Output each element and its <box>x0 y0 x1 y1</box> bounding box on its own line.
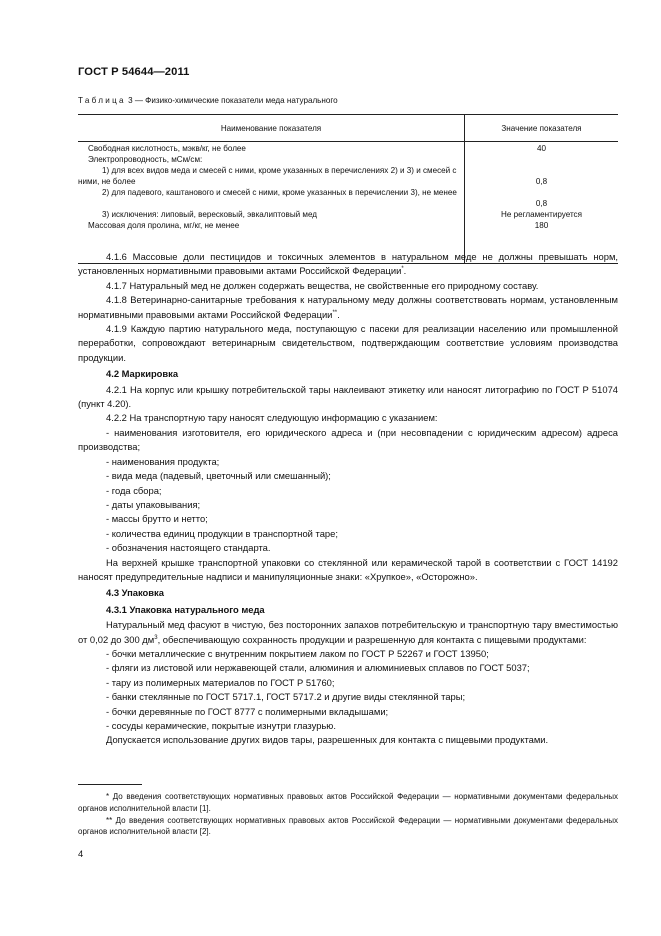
section-heading-4-3-1: 4.3.1 Упаковка натурального меда <box>106 603 265 615</box>
footnote: * До введения соответствующих нормативных правовых актов Российской Федерации — нормативными документами федеральных органов исполнительной власти [1]. <box>78 792 618 813</box>
table-row-value: 40 <box>536 144 546 153</box>
list-item: - года сбора; <box>106 484 162 496</box>
table-caption-title: 3 — Физико-химические показатели меда натурального <box>128 96 338 105</box>
footnotes <box>78 791 618 838</box>
list-item: - массы брутто и нетто; <box>106 513 208 525</box>
list-item: - обозначения настоящего стандарта. <box>106 542 271 554</box>
column-header-value: Значение показателя <box>501 124 582 133</box>
properties-table <box>78 114 618 264</box>
paragraph-4-1-7: 4.1.7 Натуральный мед не должен содержать вещества, не свойственные его природному составу. <box>106 279 539 291</box>
table-row-name: Массовая доля пролина, мг/кг, не менее <box>88 221 240 230</box>
table-caption-word: Таблица <box>78 96 126 105</box>
list-item: - бочки металлические с внутренним покрытием лаком по ГОСТ Р 52267 и ГОСТ 13950; <box>106 647 489 659</box>
section-heading-4-3: 4.3 Упаковка <box>106 587 164 599</box>
list-item: - количества единиц продукции в транспортной таре; <box>106 527 338 539</box>
table-row-value: Не регламентируется <box>500 210 582 219</box>
list-item: - наименования изготовителя, его юридического адреса и (при несовпадении с юридическим адресом) адреса производства; <box>78 426 618 453</box>
document-code: ГОСТ Р 54644—2011 <box>78 66 190 78</box>
column-header-name: Наименование показателя <box>220 124 322 133</box>
paragraph-4-1-9: 4.1.9 Каждую партию натурального меда, поступающую с пасеки для реализации населению или промышленной переработки, сопровождают ветеринарным свидетельством, подтверждающим соответствие условиям производства продукции. <box>78 323 618 363</box>
paragraph-4-2-1: 4.2.1 На корпус или крышку потребительской тары наклеивают этикетку или наносят литографию по ГОСТ Р 51074 (пункт 4.20). <box>78 383 618 410</box>
section-heading-4-2: 4.2 Маркировка <box>106 368 179 380</box>
footnote-divider <box>78 784 142 785</box>
footnote: ** До введения соответствующих нормативных правовых актов Российской Федерации — нормативными документами федеральных органов исполнительной власти [2]. <box>78 815 618 837</box>
paragraph-4-1-6: 4.1.6 Массовые доли пестицидов и токсичных элементов в натуральном меде не должны превышать норм, установленных нормативными правовыми актами Российской Федерации*. <box>78 251 618 277</box>
list-item: - вида меда (падевый, цветочный или смешанный); <box>106 470 331 482</box>
table-row-name: Свободная кислотность, мэкв/кг, не более <box>88 144 246 153</box>
table-row-name: Электропроводность, мСм/см: <box>88 155 203 164</box>
paragraph-4-3-1: Натуральный мед фасуют в чистую, без посторонних запахов потребительскую и транспортную тару вместимостью от 0,02 до 300 $дм^3$, обеспечивающую сохранность продукции и разрешенную для контакта с пищевыми продуктами: <box>78 619 618 645</box>
list-item: - даты упаковывания; <box>106 498 201 510</box>
table-row-value: 0,8 <box>535 199 548 208</box>
paragraph-other-containers: Допускается использование других видов тары, разрешенных для контакта с пищевыми продуктами. <box>106 734 549 746</box>
page-number: 4 <box>78 848 84 859</box>
table-row-name: 1) для всех видов меда и смесей с ними, кроме указанных в перечислениях 2) и 3) и смесей с ними, не более <box>78 166 457 187</box>
list-item: - банки стеклянные по ГОСТ 5717.1, ГОСТ 5717.2 и другие виды стеклянной тары; <box>106 691 466 703</box>
table-row-value: 180 <box>534 221 549 230</box>
list-item: - сосуды керамические, покрытые изнутри глазурью. <box>106 720 336 731</box>
paragraph-4-1-8: 4.1.8 Ветеринарно-санитарные требования к натуральному меду должны соответствовать нормам, установленным нормативными правовыми актами Российской Федерации**. <box>78 294 618 320</box>
paragraph-4-2-2: 4.2.2 На транспортную тару наносят следующую информацию с указанием: <box>106 412 438 424</box>
table-row-name: 3) исключения: липовый, вересковый, эвкалиптовый мед <box>102 210 318 219</box>
table-row-value: 0,8 <box>535 177 548 186</box>
table-row-name: 2) для падевого, каштанового и смесей с ними, кроме указанных в перечислении 3), не менее <box>102 188 457 197</box>
list-item: - бочки деревянные по ГОСТ 8777 с полимерными вкладышами; <box>106 705 389 717</box>
body-text <box>78 250 618 748</box>
list-item: - фляги из листовой или нержавеющей стали, алюминия и алюминиевых сплавов по ГОСТ 5037; <box>106 662 530 674</box>
list-item: - наименования продукта; <box>106 455 220 467</box>
list-item: - тару из полимерных материалов по ГОСТ Р 51760; <box>106 676 335 688</box>
paragraph-lid-marking: На верхней крышке транспортной упаковки со стеклянной или керамической тарой в соответствии с ГОСТ 14192 наносят предупредительные надписи и манипуляционные знаки: «Хрупкое», «Осторожно». <box>78 556 618 582</box>
table-caption <box>78 96 338 105</box>
